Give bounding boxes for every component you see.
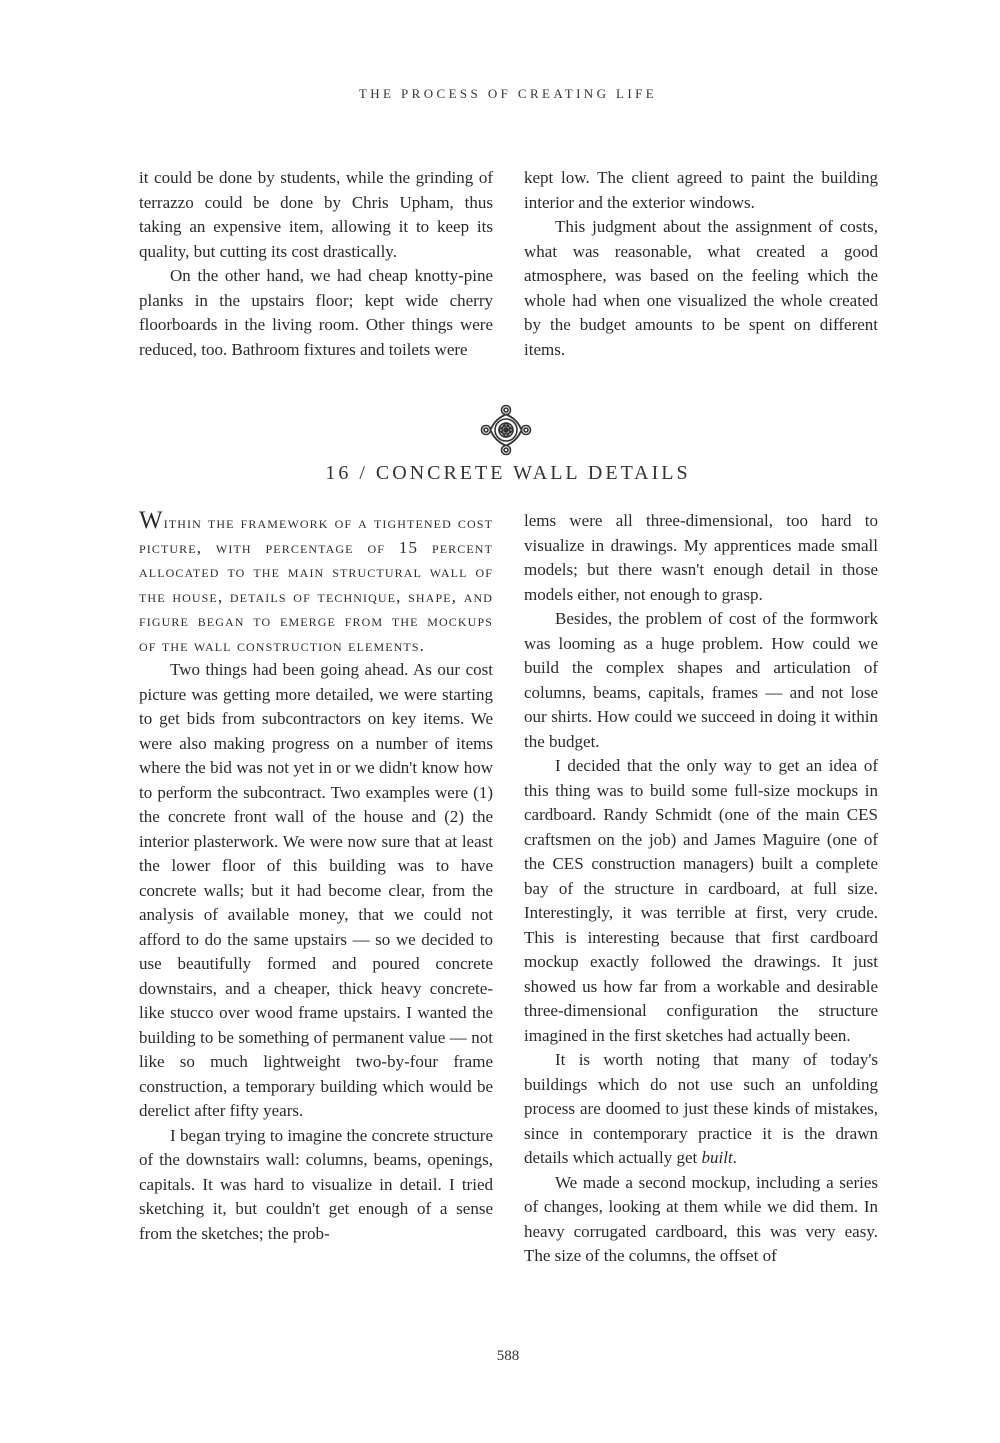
paragraph: Two things had been going ahead. As our cost picture was getting more detailed, we were starting to get bids from subcontractors on key items. We were also making progress on a number of items where the bid was not yet in or we didn't know how to perform the subcontract. Two examples were (1) the concrete front wall of the house and (2) the interior plasterwork. We were now sure that at least the lower floor of this building was to have concrete walls; but it had become clear, from the analysis of available money, that we could not afford to do the same upstairs — so we decided to use beautifully formed and poured concrete downstairs, and a cheaper, thick heavy concrete-like stucco over wood frame upstairs. I wanted the building to be something of permanent value — not like so much lightweight two-by-four frame construction, a temporary building which would be derelict after fifty years. bbox=[139, 660, 493, 1120]
lead-paragraph bbox=[139, 509, 493, 658]
paragraph: I began trying to imagine the concrete structure of the downstairs wall: columns, beams, openings, capitals. It was hard to visualize in detail. I tried sketching it, but couldn't get enough of a sense from the sketches; the prob- bbox=[139, 1125, 493, 1243]
paragraph: lems were all three-dimensional, too hard to visualize in drawings. My apprentices made small models; but there wasn't enough detail in those models either, not enough to grasp. bbox=[524, 511, 878, 604]
paragraph: it could be done by students, while the grinding of terrazzo could be done by Chris Upham, thus taking an expensive item, allowing it to keep its quality, but cutting its cost drastically. bbox=[139, 168, 493, 261]
lead-in-text: ithin the framework of a tightened cost picture, with percentage of 15 percent allocated to the main structural wall of the house, details of technique, shape, and figure began to emerge from the mockups of the wall construction elements. bbox=[139, 513, 493, 655]
emphasis-text: built bbox=[701, 1148, 733, 1167]
paragraph-text: It is worth noting that many of today's buildings which do not use such an unfolding process are doomed to just these kinds of mistakes, since in contemporary practice it is the drawn details which actually get bbox=[524, 1050, 878, 1167]
lead-initial: W bbox=[139, 507, 164, 534]
paragraph: On the other hand, we had cheap knotty-pine planks in the upstairs floor; kept wide cherry floorboards in the living room. Other things were reduced, too. Bathroom fixtures and toilets were bbox=[139, 266, 493, 359]
paragraph-punctuation: . bbox=[732, 1148, 737, 1167]
paragraph: kept low. The client agreed to paint the building interior and the exterior windows. bbox=[524, 168, 878, 212]
page-number: 588 bbox=[496, 1348, 520, 1364]
paragraph bbox=[524, 1048, 878, 1171]
paragraph: I decided that the only way to get an idea of this thing was to build some full-size mockups in cardboard. Randy Schmidt (one of the main CES craftsmen on the job) and James Maguire (one of the CES construction managers) built a complete bay of the structure in cardboard, at full size. Interestingly, it was terrible at first, very crude. This is interesting because that first cardboard mockup exactly followed the drawings. It just showed us how far from a workable and desirable three-dimensional configuration the structure imagined in the first sketches had actually been. bbox=[524, 756, 878, 1045]
top-column-right bbox=[524, 166, 878, 362]
paragraph: This judgment about the assignment of costs, what was reasonable, what created a good atmosphere, was based on the feeling which the whole had when one visualized the whole created by the budget amounts to be spent on different items. bbox=[524, 217, 878, 359]
running-head: THE PROCESS OF CREATING LIFE bbox=[358, 86, 658, 101]
main-column-left bbox=[139, 509, 493, 1246]
paragraph: We made a second mockup, including a series of changes, looking at them while we did them. In heavy corrugated cardboard, this was very easy. The size of the columns, the offset of bbox=[524, 1172, 878, 1265]
paragraph: Besides, the problem of cost of the formwork was looming as a huge problem. How could we build the complex shapes and articulation of columns, beams, capitals, frames — and not lose our shirts. How could we succeed in doing it within the budget. bbox=[524, 609, 878, 751]
main-column-right bbox=[524, 509, 878, 1269]
section-heading: 16 / CONCRETE WALL DETAILS bbox=[325, 462, 691, 484]
top-column-left bbox=[139, 166, 493, 362]
celtic-knot-ornament-icon bbox=[478, 402, 534, 458]
